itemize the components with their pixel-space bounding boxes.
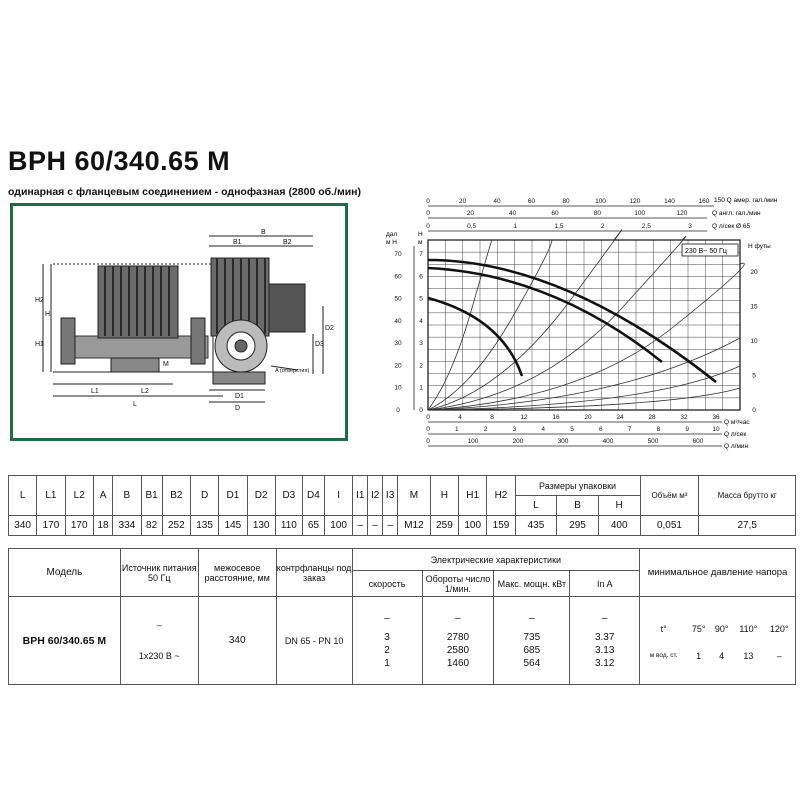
bottom-axis-2-label: Q л/мин (724, 443, 749, 450)
pressure-value-120: – (776, 650, 782, 661)
spec-rpm-2: 2580 (446, 644, 470, 656)
spec-current-dash: – (601, 612, 608, 624)
top-axis-1-tick: 120 (676, 210, 688, 217)
pressure-temp-90: 90° (714, 623, 729, 634)
dims-header-cell: D4 (302, 476, 324, 516)
packaging-value-l: 435 (515, 516, 557, 536)
pressure-unit-label: м вод. ст. (649, 652, 678, 659)
dims-header-cell: I (324, 476, 352, 516)
top-axis-1-tick: 0 (426, 210, 430, 217)
bottom-axis-2-tick: 400 (602, 438, 614, 445)
spec-maxpower-1: 564 (523, 657, 541, 669)
top-axis-1-tick: 80 (593, 210, 601, 217)
dim-label-h2: H2 (35, 297, 44, 304)
spec-header-speed: скорость (352, 571, 422, 597)
left-axis-tick-m: 1 (419, 384, 423, 392)
spec-speed-cell (352, 597, 422, 685)
bottom-axis-0-tick: 12 (520, 414, 528, 421)
bottom-axis-0-tick: 0 (426, 414, 430, 421)
bottom-axis-1-tick: 8 (656, 426, 661, 433)
dims-value-cell: M12 (398, 516, 431, 536)
spec-power-value: 1x230 В ~ (138, 650, 180, 661)
dims-value-cell: 340 (9, 516, 37, 536)
bottom-axis-1-tick: 7 (627, 426, 632, 433)
bottom-axis-0-label: Q м³/час (724, 419, 750, 426)
dim-label-h: H (45, 311, 51, 318)
top-axis-0-tick: 140 (664, 198, 675, 205)
spec-flanges: DN 65 - PN 10 (276, 597, 352, 685)
dim-label-l1: L1 (91, 388, 99, 395)
packaging-header: Размеры упаковки (515, 476, 640, 496)
bottom-axis-0-tick: 36 (712, 414, 720, 421)
left-axis-tick-m: 4 (419, 317, 423, 325)
dims-header-cell: I1 (353, 476, 368, 516)
top-axis-0-tick: 80 (562, 198, 570, 205)
bottom-axis-0-tick: 16 (552, 414, 560, 421)
left-axis-title-h: Н (418, 231, 423, 238)
dims-header-cell: D3 (275, 476, 302, 516)
top-axis-2-tick: 0 (426, 223, 430, 230)
packaging-value-h: 400 (598, 516, 640, 536)
mass-header: Масса брутто кг (699, 476, 796, 516)
technical-drawing-panel (10, 203, 348, 441)
dim-label-m: M (163, 361, 169, 368)
top-axis-2-tick: 2 (600, 223, 605, 230)
bottom-axis-2-tick: 100 (467, 438, 479, 445)
spec-distance: 340 (198, 597, 276, 685)
right-axis-tick: 20 (750, 269, 758, 276)
top-axis-2-tick: 0,5 (467, 223, 477, 230)
bottom-axis-2-tick: 500 (647, 438, 659, 445)
bottom-axis-1-tick: 2 (483, 426, 488, 433)
left-axis-title-mh: м Н (386, 239, 397, 246)
top-axis-0-label: 150 Q амер. гал./мин (714, 197, 778, 204)
dim-label-d2: D2 (325, 325, 334, 332)
dim-label-d: D (235, 405, 241, 412)
dim-label-d1: D1 (235, 393, 244, 400)
dims-value-cell: – (383, 516, 398, 536)
bottom-axis-0-tick: 20 (584, 414, 592, 421)
bottom-axis-2-tick: 0 (426, 438, 430, 445)
pressure-temp-110: 110° (739, 623, 758, 634)
right-axis-tick: 15 (750, 303, 758, 311)
dims-value-cell: 18 (93, 516, 112, 536)
dims-header-cell: L (9, 476, 37, 516)
dims-value-cell: 259 (430, 516, 458, 536)
packaging-sub-h: H (598, 496, 640, 516)
top-axis-2-tick: 1,5 (554, 223, 564, 230)
dim-label-h1: H1 (35, 341, 44, 348)
right-axis-title: Н футы (748, 243, 771, 250)
top-axis-0-tick: 0 (426, 198, 430, 205)
dims-header-cell: B2 (162, 476, 190, 516)
spec-header-pressure: минимальное давление напора (640, 549, 796, 597)
spec-rpm-dash: – (455, 612, 461, 624)
top-axis-0-tick: 120 (629, 198, 641, 205)
spec-power-dash: – (156, 619, 162, 630)
top-axis-0-tick: 100 (595, 198, 606, 205)
spec-header-power: Источник питания 50 Гц (120, 549, 198, 597)
left-axis-tick-m: 6 (419, 273, 423, 281)
bottom-axis-2-tick: 300 (557, 438, 569, 445)
spec-power-cell (120, 597, 198, 685)
dims-header-cell: L1 (37, 476, 65, 516)
spec-maxpower-cell (494, 597, 570, 685)
dims-header-cell: B1 (141, 476, 162, 516)
spec-maxpower-dash: – (529, 612, 535, 624)
packaging-sub-l: L (515, 496, 557, 516)
top-axis-2-tick: 1 (513, 223, 518, 230)
top-axis-1-tick: 40 (509, 210, 517, 217)
pressure-temp-120: 120° (769, 623, 789, 634)
mass-value: 27,5 (699, 516, 796, 536)
dims-value-cell: 145 (219, 516, 247, 536)
left-axis-tick-dal: 30 (394, 340, 402, 348)
pump-drawing (13, 206, 345, 438)
pressure-temp-label: t° (660, 623, 667, 634)
dims-value-cell: 252 (162, 516, 190, 536)
dim-label-b2: B2 (283, 239, 292, 246)
spec-header-distance: межосевое расстояние, мм (198, 549, 276, 597)
left-axis-tick-m: 5 (419, 295, 423, 303)
pressure-value-90: 4 (719, 650, 725, 661)
bottom-axis-2-tick: 200 (512, 438, 524, 445)
dims-value-cell: 110 (275, 516, 302, 536)
spec-table (8, 548, 796, 685)
chart-legend: 230 В~ 50 Гц (685, 248, 727, 255)
spec-speed-dash: – (384, 612, 390, 624)
spec-current-3: 3.37 (594, 631, 615, 643)
spec-header-current: In A (570, 571, 640, 597)
spec-rpm-cell (422, 597, 494, 685)
spec-pressure-cell (640, 597, 796, 685)
dims-header-cell: I3 (383, 476, 398, 516)
spec-model: BPH 60/340.65 M (9, 597, 121, 685)
top-axis-1-tick: 20 (466, 210, 474, 217)
spec-rpm-3: 2780 (446, 631, 470, 643)
performance-chart-svg (352, 188, 796, 460)
top-axis-1-tick: 60 (551, 210, 559, 217)
dims-value-cell: 135 (190, 516, 218, 536)
bottom-axis-1-tick: 4 (541, 426, 546, 433)
bottom-axis-0-tick: 28 (648, 414, 656, 421)
spec-header-maxpower: Макс. мощн. кВт (494, 571, 570, 597)
right-axis-tick: 10 (750, 338, 758, 345)
dims-value-cell: – (368, 516, 383, 536)
performance-chart (352, 188, 796, 460)
dims-header-cell: A (93, 476, 112, 516)
spec-current-1: 3.12 (594, 657, 615, 669)
dims-value-cell: 82 (141, 516, 162, 536)
page-title: BPH 60/340.65 M (8, 146, 231, 176)
top-axis-2-tick: 2,5 (641, 223, 651, 230)
dims-header-cell: D1 (219, 476, 247, 516)
top-axis-0-tick: 160 (698, 198, 710, 205)
spec-rpm-1: 1460 (446, 657, 470, 669)
spec-speed-3: 3 (384, 631, 390, 643)
page-subtitle: одинарная с фланцевым соединением - однофазная (2800 об./мин) (8, 186, 362, 198)
top-axis-1-label: Q англ. гал./мин (712, 210, 761, 217)
spec-speed-1: 1 (384, 657, 390, 669)
top-axis-2-label: Q л/сек Ø 65 (712, 223, 751, 230)
pressure-subtable (640, 614, 795, 668)
dim-label-b1: B1 (233, 239, 242, 246)
spec-current-cell (570, 597, 640, 685)
spec-header-electrical: Электрические характеристики (352, 549, 640, 571)
dims-value-cell: 130 (247, 516, 275, 536)
left-axis-tick-dal: 0 (396, 407, 400, 414)
left-axis-tick-m: 7 (419, 251, 423, 258)
pressure-value-110: 13 (743, 650, 754, 661)
bottom-axis-0-tick: 32 (680, 414, 688, 421)
spec-header-model: Модель (9, 549, 121, 597)
left-axis-tick-dal: 10 (394, 384, 402, 392)
dim-label-d3: D3 (315, 341, 324, 348)
dim-label-l2: L2 (141, 388, 149, 395)
dims-header-cell: D2 (247, 476, 275, 516)
pressure-temp-75: 75° (691, 623, 706, 634)
dims-value-cell: 170 (65, 516, 93, 536)
left-axis-title-m: м (418, 239, 423, 246)
spec-header-flanges: контрфланцы под заказ (276, 549, 352, 597)
bottom-axis-1-tick: 3 (512, 426, 517, 433)
dims-header-cell: B (113, 476, 141, 516)
spec-current-2: 3.13 (594, 644, 615, 656)
bottom-axis-1-tick: 6 (598, 426, 603, 433)
left-axis-tick-m: 0 (419, 407, 423, 414)
dim-label-l: L (133, 401, 137, 408)
bottom-axis-1-tick: 0 (426, 426, 430, 433)
dims-header-cell: D (190, 476, 218, 516)
left-axis-tick-dal: 50 (394, 295, 402, 303)
spec-header-rpm: Обороты число 1/мин. (422, 571, 494, 597)
top-axis-0-tick: 60 (527, 198, 536, 205)
volume-value: 0,051 (640, 516, 699, 536)
pressure-value-75: 1 (696, 650, 702, 661)
dims-value-cell: 159 (487, 516, 515, 536)
bottom-axis-0-tick: 24 (616, 414, 624, 421)
dims-value-cell: 170 (37, 516, 65, 536)
top-axis-2-tick: 3 (688, 223, 692, 230)
dims-value-cell: 100 (324, 516, 352, 536)
dims-header-cell: H (430, 476, 458, 516)
left-axis-title-dal: дал (386, 231, 398, 238)
bottom-axis-2-tick: 600 (692, 438, 704, 445)
left-axis-tick-m: 2 (419, 362, 423, 370)
dims-header-cell: L2 (65, 476, 93, 516)
top-axis-1-tick: 100 (634, 210, 646, 217)
dims-header-cell: M (398, 476, 431, 516)
left-axis-tick-dal: 20 (394, 362, 402, 370)
dimensions-table (8, 475, 796, 536)
bottom-axis-1-tick: 5 (570, 426, 574, 433)
pump-curve-speed-3 (428, 260, 716, 382)
right-axis-tick: 5 (752, 372, 756, 380)
right-axis-tick: 0 (752, 407, 756, 414)
bottom-axis-1-label: Q л/сек (724, 431, 747, 438)
top-axis-0-tick: 40 (493, 198, 501, 205)
dims-value-cell: 65 (302, 516, 324, 536)
dims-value-cell: 334 (113, 516, 141, 536)
left-axis-tick-dal: 60 (394, 273, 402, 281)
spec-maxpower-3: 735 (523, 631, 541, 643)
spec-maxpower-2: 685 (523, 644, 541, 656)
packaging-value-b: 295 (557, 516, 599, 536)
dims-value-cell: – (353, 516, 368, 536)
left-axis-tick-m: 3 (419, 340, 423, 348)
bottom-axis-1-tick: 1 (454, 426, 459, 433)
dim-label-a: A (отверстия) (275, 368, 310, 374)
bottom-axis-1-tick: 9 (685, 426, 690, 433)
dims-value-cell: 100 (459, 516, 487, 536)
left-axis-tick-dal: 40 (394, 317, 402, 325)
left-axis-tick-dal: 70 (394, 251, 402, 258)
bottom-axis-1-tick: 10 (712, 426, 720, 433)
dims-header-cell: I2 (368, 476, 383, 516)
bottom-axis-0-tick: 8 (490, 414, 494, 421)
dims-header-cell: H1 (459, 476, 487, 516)
dim-label-b: B (261, 229, 266, 236)
top-axis-0-tick: 20 (458, 198, 467, 205)
dims-header-cell: H2 (487, 476, 515, 516)
bottom-axis-0-tick: 4 (458, 414, 462, 421)
spec-speed-2: 2 (384, 644, 390, 656)
volume-header: Объём м³ (640, 476, 699, 516)
packaging-sub-b: B (557, 496, 599, 516)
